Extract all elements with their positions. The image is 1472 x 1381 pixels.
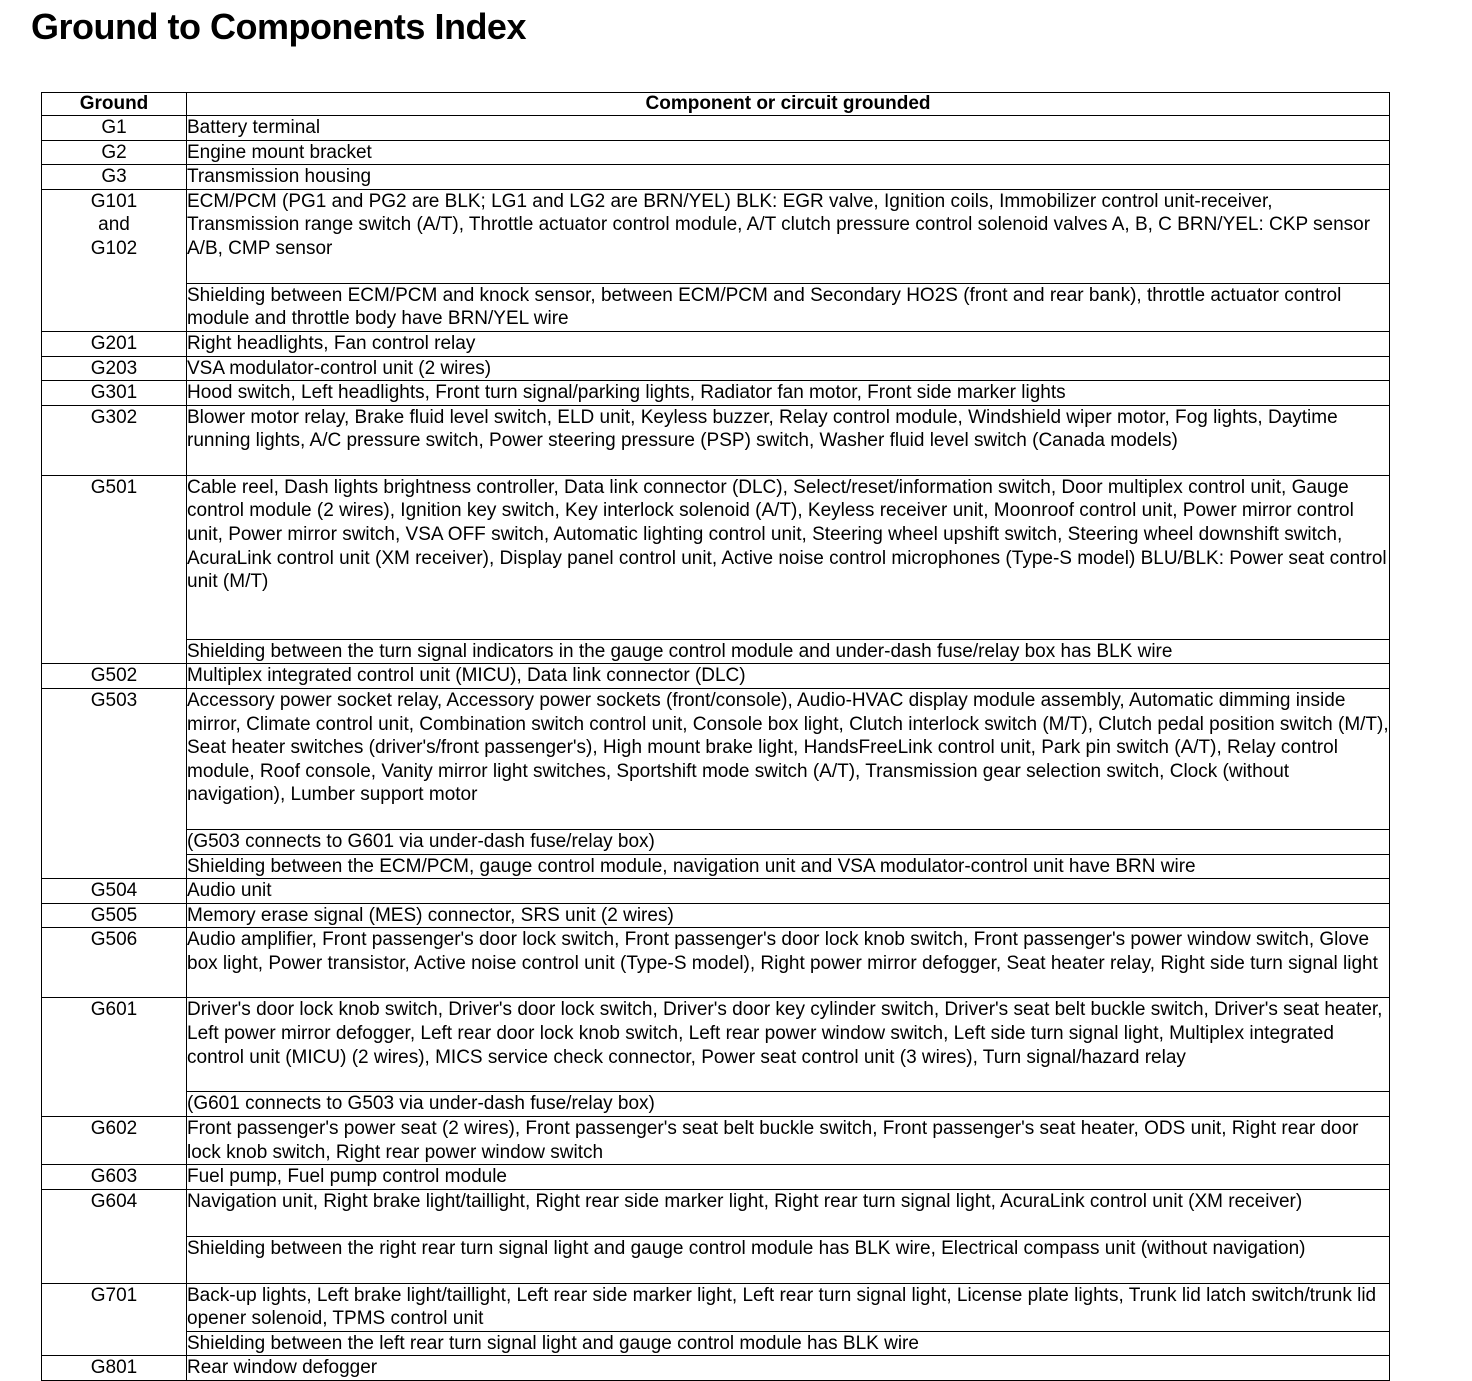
ground-label: G801 [90, 1357, 138, 1379]
table-row [42, 475, 1390, 639]
table-row [42, 1356, 1390, 1381]
component-cell: Blower motor relay, Brake fluid level switch, ELD unit, Keyless buzzer, Relay control module, Windshield wiper motor, Fog lights, Daytime running lights, A/C pressure switch, Power steering pressure (PSP) switch, Washer fluid level switch (Canada models) [187, 405, 1390, 475]
table-row [42, 688, 1390, 829]
ground-label: G1 [101, 117, 127, 138]
table-row [42, 928, 1390, 998]
ground-label: G505 [90, 904, 138, 926]
ground-cell [42, 664, 187, 689]
ground-cell [42, 405, 187, 475]
component-cell: Driver's door lock knob switch, Driver's door lock switch, Driver's door key cylinder switch, Driver's seat belt buckle switch, Driver's seat heater, Left power mirror defogger, Left rear door lock knob switch, Left rear power window switch, Left side turn signal light, Multiplex integrated control unit (MICU) (2 wires), MICS service check connector, Power seat control unit (3 wires), Turn signal/hazard relay [187, 998, 1390, 1092]
page-title: Ground to Components Index [31, 6, 526, 47]
component-cell: Navigation unit, Right brake light/taillight, Right rear side marker light, Right rear turn signal light, AcuraLink control unit (XM receiver) [187, 1189, 1390, 1236]
component-cell: Transmission housing [187, 165, 1390, 190]
table-row [42, 331, 1390, 356]
table-row [42, 1165, 1390, 1190]
component-cell: ECM/PCM (PG1 and PG2 are BLK; LG1 and LG2 are BRN/YEL) BLK: EGR valve, Ignition coils, Immobilizer control unit-receiver, Transmission range switch (A/T), Throttle actuator control module, A/T clutch pressure control solenoid valves A, B, C BRN/YEL: CKP sensor A/B, CMP sensor [187, 189, 1390, 283]
ground-cell [42, 903, 187, 928]
ground-cell [42, 189, 187, 331]
ground-cell [42, 116, 187, 141]
table-row [42, 116, 1390, 141]
ground-cell [42, 879, 187, 904]
component-cell: Engine mount bracket [187, 140, 1390, 165]
ground-label: G506 [90, 929, 138, 951]
table-row [42, 998, 1390, 1092]
table-row [42, 1283, 1390, 1331]
component-cell: Hood switch, Left headlights, Front turn signal/parking lights, Radiator fan motor, Front side marker lights [187, 381, 1390, 406]
component-cell: Shielding between the right rear turn signal light and gauge control module has BLK wire, Electrical compass unit (without navigation) [187, 1236, 1390, 1283]
component-cell: Shielding between the left rear turn signal light and gauge control module has BLK wire [187, 1331, 1390, 1356]
table-row [42, 381, 1390, 406]
component-cell: Memory erase signal (MES) connector, SRS unit (2 wires) [187, 903, 1390, 928]
component-cell: (G503 connects to G601 via under-dash fuse/relay box) [187, 829, 1390, 854]
ground-cell [42, 1283, 187, 1356]
ground-label: G601 [90, 999, 138, 1021]
ground-cell [42, 1165, 187, 1190]
ground-cell [42, 381, 187, 406]
header-ground: Ground [42, 93, 187, 116]
ground-label: G701 [90, 1284, 138, 1306]
table-row [42, 189, 1390, 283]
header-component: Component or circuit grounded [187, 93, 1390, 116]
ground-cell [42, 1356, 187, 1381]
table-subrow [42, 1092, 1390, 1117]
component-cell: Front passenger's power seat (2 wires), Front passenger's seat belt buckle switch, Front passenger's seat heater, ODS unit, Right rear door lock knob switch, Right rear power window switch [187, 1116, 1390, 1164]
ground-label: G3 [101, 166, 127, 188]
component-cell: Shielding between ECM/PCM and knock sensor, between ECM/PCM and Secondary HO2S (front and rear bank), throttle actuator control module and throttle body have BRN/YEL wire [187, 283, 1390, 331]
table-row [42, 405, 1390, 475]
table-row [42, 140, 1390, 165]
table-subrow [42, 639, 1390, 664]
component-cell: (G601 connects to G503 via under-dash fuse/relay box) [187, 1092, 1390, 1117]
table-row [42, 1116, 1390, 1164]
ground-cell [42, 1189, 187, 1283]
table-subrow [42, 1236, 1390, 1283]
ground-label: G201 [90, 332, 138, 354]
component-cell: Cable reel, Dash lights brightness controller, Data link connector (DLC), Select/reset/information switch, Door multiplex control unit, Gauge control module (2 wires), Ignition key switch, Key interlock solenoid (A/T), Keyless receiver unit, Moonroof control unit, Power mirror control unit, Power mirror switch, VSA OFF switch, Automatic lighting control unit, Steering wheel upshift switch, Steering wheel downshift switch, AcuraLink control unit (XM receiver), Display panel control unit, Active noise control microphones (Type-S model) BLU/BLK: Power seat control unit (M/T) [187, 475, 1390, 639]
table-body [42, 116, 1390, 1381]
ground-label: G101 [90, 190, 138, 212]
ground-cell [42, 688, 187, 878]
ground-label: G504 [90, 880, 138, 902]
table-row [42, 1189, 1390, 1236]
ground-label: G301 [90, 382, 138, 404]
ground-label: G502 [90, 665, 138, 687]
ground-cell [42, 928, 187, 998]
table-subrow [42, 854, 1390, 879]
table-subrow [42, 283, 1390, 331]
component-cell: Audio amplifier, Front passenger's door lock switch, Front passenger's door lock knob switch, Front passenger's power window switch, Glove box light, Power transistor, Active noise control unit (Type-S model), Right power mirror defogger, Seat heater relay, Right side turn signal light [187, 928, 1390, 998]
ground-label: and [98, 214, 130, 236]
ground-components-table [41, 92, 1390, 1381]
ground-label: G203 [90, 357, 138, 379]
table-row [42, 664, 1390, 689]
ground-cell [42, 165, 187, 190]
table-row [42, 356, 1390, 381]
component-cell: Accessory power socket relay, Accessory power sockets (front/console), Audio-HVAC display module assembly, Automatic dimming inside mirror, Climate control unit, Combination switch control unit, Console box light, Clutch interlock switch (M/T), Clutch pedal position switch (M/T), Seat heater switches (driver's/front passenger's), High mount brake light, HandsFreeLink control unit, Park pin switch (A/T), Relay control module, Roof console, Vanity mirror light switches, Sportshift mode switch (A/T), Transmission gear selection switch, Clock (without navigation), Lumber support motor [187, 688, 1390, 829]
table-row [42, 165, 1390, 190]
ground-label: G603 [90, 1166, 138, 1188]
component-cell: Shielding between the ECM/PCM, gauge control module, navigation unit and VSA modulator-control unit have BRN wire [187, 854, 1390, 879]
table-row [42, 879, 1390, 904]
ground-label: G501 [90, 476, 138, 498]
component-cell: Fuel pump, Fuel pump control module [187, 1165, 1390, 1190]
component-cell: Back-up lights, Left brake light/taillight, Left rear side marker light, Left rear turn signal light, License plate lights, Trunk lid latch switch/trunk lid opener solenoid, TPMS control unit [187, 1283, 1390, 1331]
table-subrow [42, 1331, 1390, 1356]
ground-label: G604 [90, 1190, 138, 1212]
ground-label: G302 [90, 406, 138, 428]
ground-label: G503 [90, 689, 138, 711]
ground-label: G2 [101, 141, 127, 163]
ground-cell [42, 998, 187, 1117]
table-subrow [42, 829, 1390, 854]
ground-cell [42, 331, 187, 356]
ground-cell [42, 140, 187, 165]
ground-cell [42, 356, 187, 381]
component-cell: Audio unit [187, 879, 1390, 904]
component-cell: Multiplex integrated control unit (MICU), Data link connector (DLC) [187, 664, 1390, 689]
table-header-row [42, 93, 1390, 116]
ground-label: G602 [90, 1117, 138, 1139]
table-row [42, 903, 1390, 928]
ground-cell [42, 475, 187, 664]
ground-label: G102 [90, 237, 138, 259]
component-cell: Right headlights, Fan control relay [187, 331, 1390, 356]
component-cell: Battery terminal [187, 116, 1390, 141]
component-cell: Rear window defogger [187, 1356, 1390, 1381]
component-cell: Shielding between the turn signal indicators in the gauge control module and under-dash fuse/relay box has BLK wire [187, 639, 1390, 664]
component-cell: VSA modulator-control unit (2 wires) [187, 356, 1390, 381]
ground-cell [42, 1116, 187, 1164]
